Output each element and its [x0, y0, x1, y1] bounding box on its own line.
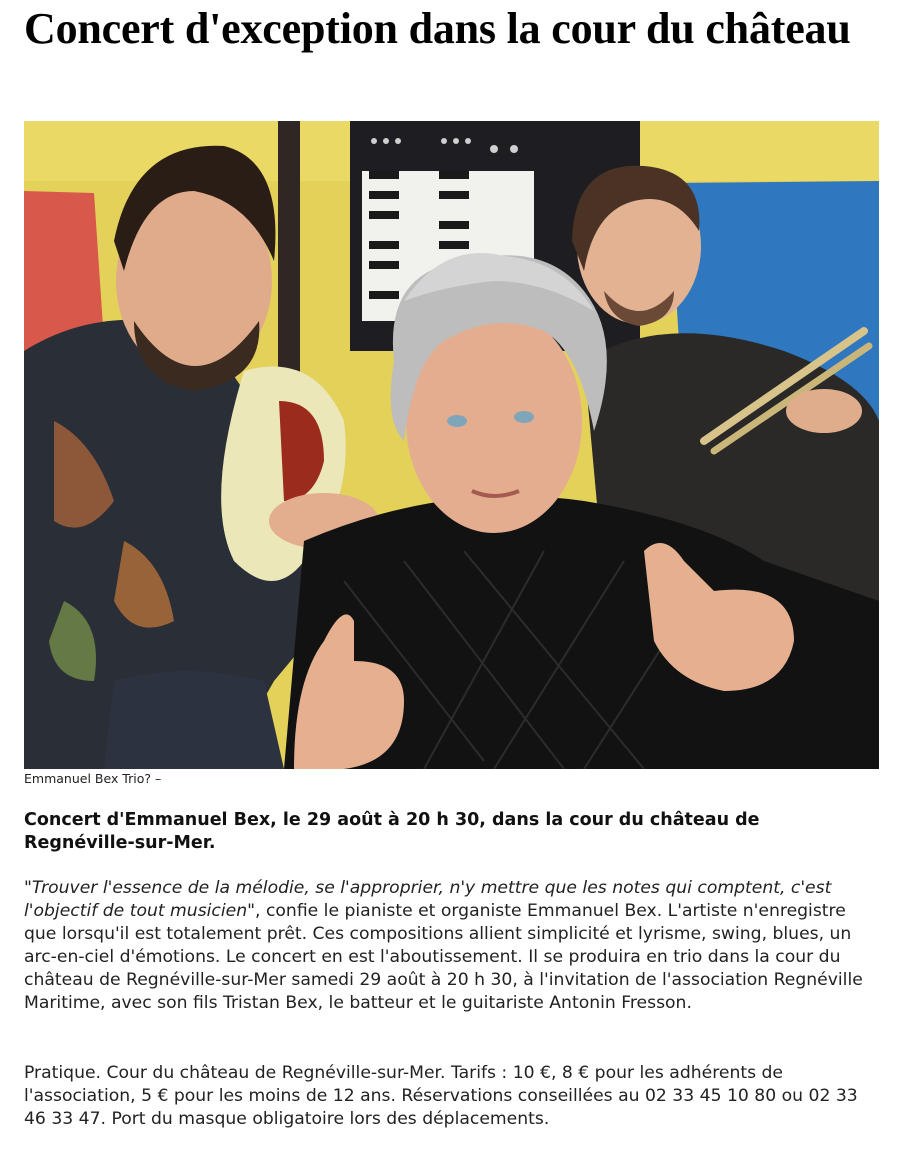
article-paragraph — [24, 877, 880, 1015]
paragraph-text: , confie le pianiste et organiste Emmanuel Bex. L'artiste n'enregistre que lorsqu'il est totalement prêt. Ces compositions allient simplicité et lyrisme, swing, blues, un arc-en-ciel d'émotions. Le concert en est l'aboutissement. Il se produira en trio dans la cour du château de Regnéville-sur-Mer samedi 29 août à 20 h 30, à l'invitation de l'association Regnéville Maritime, avec son fils Tristan Bex, le batteur et le guitariste Antonin Fresson. — [24, 901, 863, 1013]
article-lead: Concert d'Emmanuel Bex, le 29 août à 20 h 30, dans la cour du château de Regnéville-sur-Mer. — [24, 810, 760, 853]
article-photo — [24, 121, 879, 769]
photo-caption: Emmanuel Bex Trio? – — [24, 771, 162, 786]
practical-info-paragraph: Pratique. Cour du château de Regnéville-sur-Mer. Tarifs : 10 €, 8 € pour les adhérents de l'association, 5 € pour les moins de 12 ans. Réservations conseillées au 02 33 45 10 80 ou 02 33 46 33 47. Port du masque obligatoire lors des déplacements. — [24, 1063, 858, 1129]
article — [24, 0, 880, 1129]
quote-text: "Trouver l'essence de la mélodie, se l'approprier, n'y mettre que les notes qui comptent, c'est l'objectif de tout musicien" — [24, 878, 832, 921]
article-title: Concert d'exception dans la cour du château — [24, 4, 851, 53]
